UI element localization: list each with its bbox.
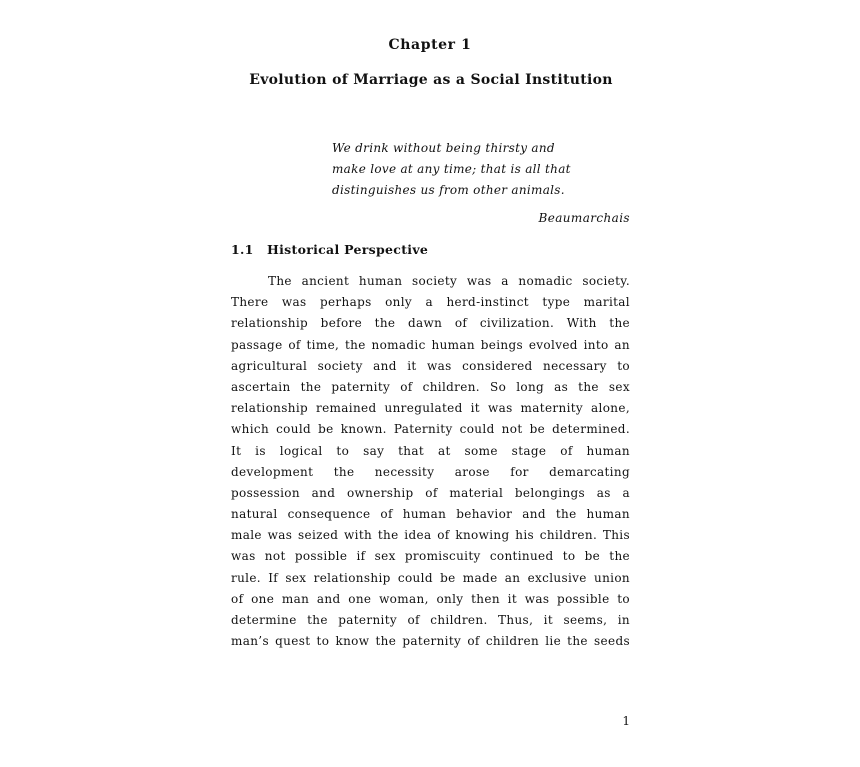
epigraph-line: distinguishes us from other animals. — [332, 183, 565, 197]
paragraph-line: was not possible if sex promiscuity continued to be the — [231, 549, 630, 564]
paragraph-line: possession and ownership of material belongings as a — [231, 485, 630, 500]
paragraph-line: rule. If sex relationship could be made an exclusive union — [231, 570, 630, 585]
paragraph-line: There was perhaps only a herd-instinct type marital — [231, 295, 630, 310]
paragraph-line: development the necessity arose for demarcating — [231, 464, 630, 479]
chapter-title: Evolution of Marriage as a Social Institution — [249, 72, 613, 88]
paragraph-line: relationship remained unregulated it was maternity alone, — [231, 401, 630, 416]
epigraph-attribution: Beaumarchais — [538, 211, 630, 225]
paragraph-line: man’s quest to know the paternity of children lie the seeds — [231, 634, 630, 649]
page-number: 1 — [622, 714, 630, 728]
paragraph-line: natural consequence of human behavior and the human — [231, 507, 630, 522]
paragraph-line: agricultural society and it was considered necessary to — [231, 358, 630, 373]
section-heading — [231, 242, 428, 257]
section-number: 1.1 — [231, 242, 254, 257]
paragraph-line: ascertain the paternity of children. So long as the sex — [231, 379, 630, 394]
paragraph-line: relationship before the dawn of civilization. With the — [231, 316, 630, 331]
section-title: Historical Perspective — [267, 242, 429, 257]
epigraph — [332, 138, 582, 201]
paragraph-line: The ancient human society was a nomadic society. — [268, 274, 630, 288]
epigraph-line: We drink without being thirsty and — [332, 141, 555, 155]
paragraph-line: of one man and one woman, only then it was possible to — [231, 591, 630, 606]
paragraph-line: male was seized with the idea of knowing his children. This — [231, 528, 630, 543]
paragraph-line: which could be known. Paternity could not be determined. — [231, 422, 630, 437]
paragraph-line: passage of time, the nomadic human beings evolved into an — [231, 337, 630, 352]
chapter-label: Chapter 1 — [388, 37, 472, 53]
paragraph-line: determine the paternity of children. Thus, it seems, in — [231, 613, 630, 627]
epigraph-line: make love at any time; that is all that — [332, 162, 571, 176]
body-paragraph — [231, 271, 630, 652]
paragraph-line: It is logical to say that at some stage of human — [231, 443, 630, 458]
